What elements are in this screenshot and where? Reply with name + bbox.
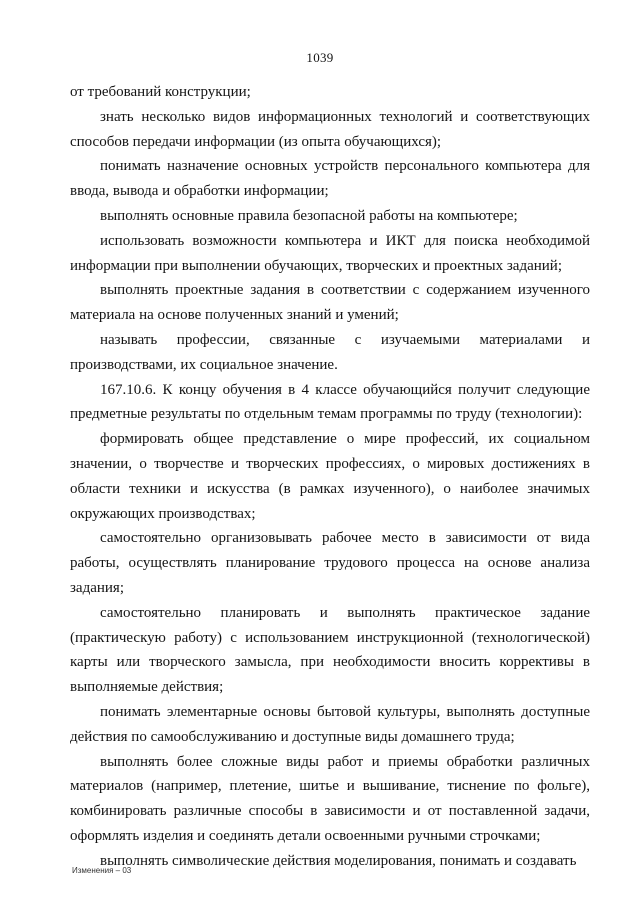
paragraph: использовать возможности компьютера и ИКТ для поиска необходимой информации при выполнении обучающих, творческих и проектных заданий; [70, 232, 590, 274]
paragraph: выполнять более сложные виды работ и приемы обработки различных материалов (например, плетение, шитье и вышивание, тиснение по фольге), комбинировать различные способы в зависимости и от поставленной задачи, оформлять изделия и соединять детали освоенными ручными строчками; [70, 753, 590, 844]
paragraph: выполнять символические действия моделирования, понимать и создавать [100, 852, 577, 869]
paragraph: самостоятельно организовывать рабочее место в зависимости от вида работы, осуществлять планирование трудового процесса на основе анализа задания; [70, 530, 590, 596]
paragraph: самостоятельно планировать и выполнять практическое задание (практическую работу) с использованием инструкционной (технологической) карты или творческого замысла, при необходимости вносить коррективы в выполняемые действия; [70, 604, 590, 696]
paragraph: понимать элементарные основы бытовой культуры, выполнять доступные действия по самообслуживанию и доступные виды домашнего труда; [70, 703, 590, 745]
page-number: 1039 [306, 50, 334, 65]
paragraph: называть профессии, связанные с изучаемыми материалами и производствами, их социальное значение. [70, 331, 590, 373]
paragraph: выполнять проектные задания в соответствии с содержанием изученного материала на основе полученных знаний и умений; [70, 282, 590, 324]
paragraph: выполнять основные правила безопасной работы на компьютере; [100, 207, 518, 224]
paragraph: знать несколько видов информационных технологий и соответствующих способов передачи информации (из опыта обучающихся); [70, 108, 590, 150]
paragraph: формировать общее представление о мире профессий, их социальном значении, о творчестве и творческих профессиях, о мировых достижениях в области техники и искусства (в рамках изученного), о наиболее значимых окружающих производствах; [70, 431, 590, 522]
paragraph: от требований конструкции; [70, 84, 251, 100]
paragraph: 167.10.6. К концу обучения в 4 классе обучающийся получит следующие предметные результаты по отдельным темам программы по труду (технологии): [70, 381, 590, 423]
footer-note: Изменения – 03 [72, 866, 132, 875]
paragraph: понимать назначение основных устройств персонального компьютера для ввода, вывода и обработки информации; [70, 158, 590, 200]
document-body [70, 80, 590, 874]
